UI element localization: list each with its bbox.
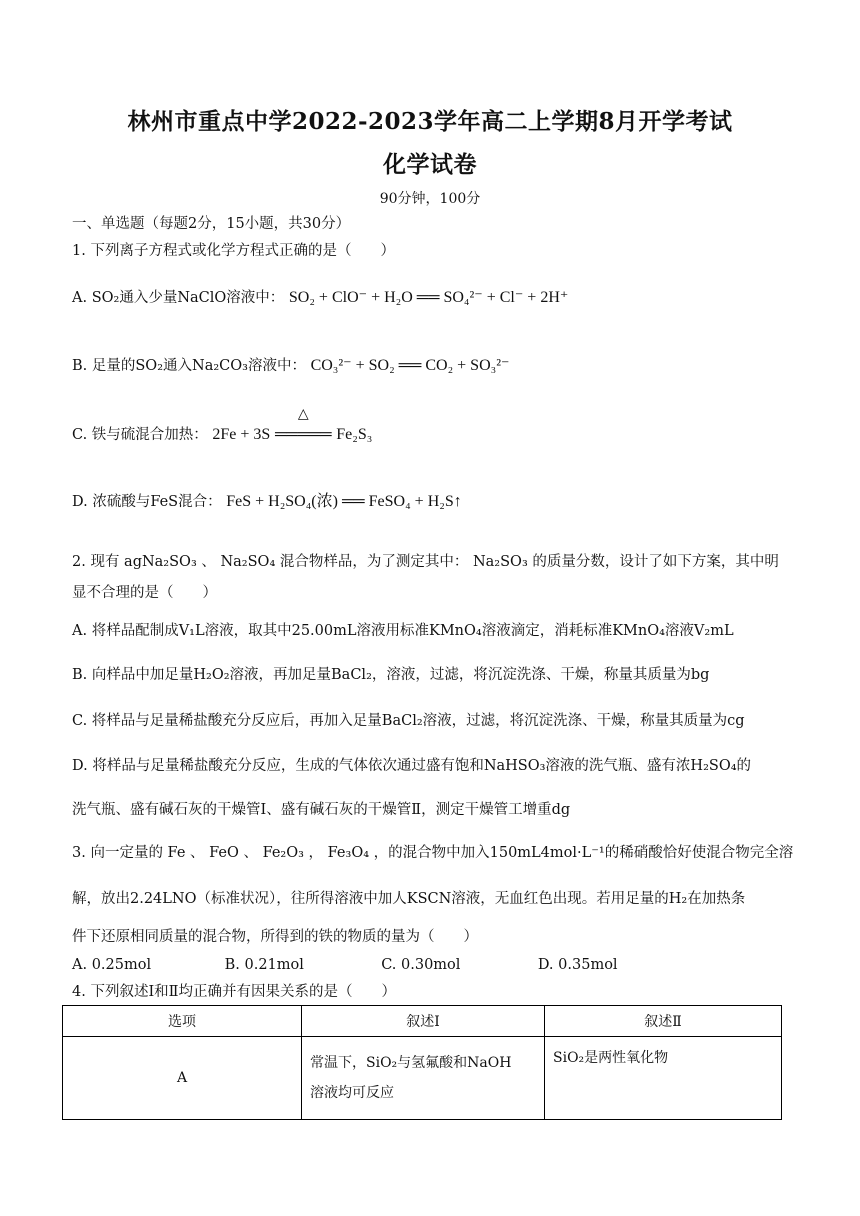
table-header-row — [63, 1006, 782, 1037]
table-cell-statement2: SiO₂是两性氧化物 — [545, 1037, 782, 1120]
table-cell-option: A — [63, 1037, 302, 1120]
q1-option-c-double-line: ═════ — [274, 426, 332, 443]
q3-stem-line2: 解，放出2.24LNO（标准状况），往所得溶液中加人KSCN溶液，无血红色出现。若用足量的H₂在加热条 — [72, 891, 746, 907]
q1-option-b-label: B. 足量的SO₂通入Na₂CO₃溶液中： — [72, 358, 306, 374]
q1-option-d-label: D. 浓硫酸与FeS混合： — [72, 494, 222, 510]
table-header-statement1: 叙述Ⅰ — [302, 1006, 545, 1037]
heating-condition-icon: △ — [297, 407, 309, 422]
q3-option-d: D. 0.35mol — [537, 957, 618, 973]
q2-option-a: A. 将样品配制成V₁L溶液，取其中25.00mL溶液用标准KMnO₄溶液滴定，消耗标准KMnO₄溶液V₂mL — [72, 623, 734, 639]
q4-table — [62, 1005, 782, 1120]
table-header-option: 选项 — [63, 1006, 302, 1037]
q3-option-b: B. 0.21mol — [224, 957, 304, 973]
q1-option-a — [72, 288, 568, 308]
table-cell-statement1 — [302, 1037, 545, 1120]
table-row — [63, 1037, 782, 1120]
statement1-line2: 溶液均可反应 — [310, 1085, 394, 1101]
q1-option-c-equation-right: Fe₂S₃ — [336, 426, 373, 443]
q1-option-c-arrow — [274, 407, 332, 445]
exam-duration: 90分钟，100分 — [379, 191, 481, 207]
q1-option-b — [72, 356, 509, 376]
q3-option-a: A. 0.25mol — [72, 957, 152, 973]
q1-stem: 1. 下列离子方程式或化学方程式正确的是（ ） — [72, 243, 395, 259]
section-heading: 一、单选题（每题2分，15小题，共30分） — [72, 216, 351, 232]
exam-subject: 化学试卷 — [383, 151, 477, 178]
q2-option-b: B. 向样品中加足量H₂O₂溶液，再加足量BaCl₂，溶液，过滤，将沉淀洗涤、干燥，称量其质量为bg — [72, 667, 710, 683]
q1-option-a-equation: SO₂ + ClO⁻ + H₂O ══ SO₄²⁻ + Cl⁻ + 2H⁺ — [288, 289, 569, 306]
exam-title: 林州市重点中学2022-2023学年高二上学期8月开学考试 — [127, 108, 733, 135]
q2-stem-line1: 2. 现有 agNa₂SO₃ 、 Na₂SO₄ 混合物样品，为了测定其中： Na₂SO₃ 的质量分数，设计了如下方案，其中明 — [72, 554, 779, 570]
q3-stem-line1: 3. 向一定量的 Fe 、 FeO 、 Fe₂O₃ ， Fe₃O₄ ，的混合物中加入150mL4mol·L⁻¹的稀硝酸恰好使混合物完全溶 — [72, 845, 794, 861]
q2-option-d-line2: 洗气瓶、盛有碱石灰的干燥管Ⅰ、盛有碱石灰的干燥管Ⅱ，测定干燥管工增重dg — [72, 802, 571, 818]
q1-option-b-equation: CO₃²⁻ + SO₂ ══ CO₂ + SO₃²⁻ — [310, 357, 510, 374]
q3-options — [72, 955, 618, 975]
q2-option-c: C. 将样品与足量稀盐酸充分反应后，再加入足量BaCl₂溶液，过滤，将沉淀洗涤、干燥，称量其质量为cg — [72, 713, 745, 729]
q1-option-c-equation-left: 2Fe + 3S — [212, 426, 271, 443]
q1-option-a-label: A. SO₂通入少量NaClO溶液中： — [72, 290, 285, 306]
q3-option-c: C. 0.30mol — [381, 957, 461, 973]
q1-option-c-label: C. 铁与硫混合加热： — [72, 427, 208, 443]
q4-stem: 4. 下列叙述Ⅰ和Ⅱ均正确并有因果关系的是（ ） — [72, 984, 397, 1000]
q2-option-d-line1: D. 将样品与足量稀盐酸充分反应，生成的气体依次通过盛有饱和NaHSO₃溶液的洗气瓶、盛有浓H₂SO₄的 — [72, 758, 752, 774]
statement1-line1: 常温下，SiO₂与氢氟酸和NaOH — [310, 1055, 512, 1071]
q1-option-d — [72, 492, 462, 512]
q3-stem-line3: 件下还原相同质量的混合物，所得到的铁的物质的量为（ ） — [72, 929, 478, 945]
q1-option-d-equation: FeS + H₂SO₄(浓) ══ FeSO₄ + H₂S↑ — [226, 493, 462, 510]
table-header-statement2: 叙述Ⅱ — [545, 1006, 782, 1037]
q1-option-c — [72, 407, 373, 445]
q2-stem-line2: 显不合理的是（ ） — [72, 585, 217, 601]
